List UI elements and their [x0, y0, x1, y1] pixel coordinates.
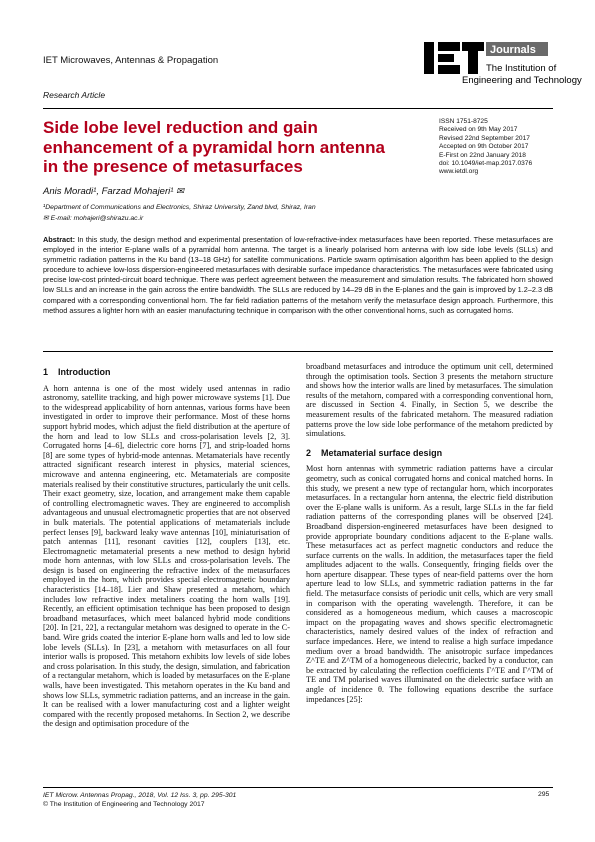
- section-title: Introduction: [58, 367, 111, 377]
- footer: [43, 791, 236, 809]
- page-number: 295: [538, 791, 550, 798]
- efirst-date: E-First on 22nd January 2018: [439, 151, 526, 159]
- revised-date: Revised 22nd September 2017: [439, 134, 530, 142]
- abstract-text: In this study, the design method and experimental presentation of low-refractive-index metasurfaces have been reported. These metasurfaces are employed in the interior E-plane walls of a pyramidal horn antenna. The target is a linearly polarised horn antenna with low side lobe levels (SLLs) and symmetric radiation patterns in the Ku band (13–18 GHz) for satellite communications. Particle swarm optimisation algorithm has been applied to the design procedure to achieve low-loss dispersion-engineered metasurfaces with desirable surface impedance characteristics. The metasurfaces were fabricated using precise low-cost printed-circuit board technique. There was perfect agreement between the measurement and simulation results. The fabricated horn showed low SLLs and an increase in the gain across the entire bandwidth. The SLLs are reduced by 14–29 dB in the E-planes and the gain is improved by 1.2–2.3 dB compared with a corresponding conventional horn. The far field radiation patterns of the metahorn verify the metasurface design approach. Furthermore, this method assures a lighter horn with an easier manufacturing technique in comparison with the other conventional horns, such as corrugated horns.: [43, 235, 554, 315]
- journal-name: IET Microwaves, Antennas & Propagation: [43, 55, 219, 66]
- introduction-text: A horn antenna is one of the most widely used antennas in radio astronomy, satellite tracking, and high power microwave systems [1]. Due to the widespread applicability of horn antennas, various forms have been investigated in order to improve their performance. Most of these horns support hybrid modes, which adjust the field distribution at the aperture of the horn and lead to low SLLs and cross-polarisation levels [2, 3]. Corrugated horns [4–6], dielectric core horns [7], and strip-loaded horns [8] are some types of hybrid-mode antennas. Metamaterials have recently attracted significant research interest in physics, material sciences, microwave and antenna engineering, etc. Metamaterials are composite materials realised by their constitutive structures, particularly the unit cells. Their exact geometry, size, location, and arrangement make them capable of controlling electromagnetic waves. They are engineered to accomplish advantageous and unusual electromagnetic properties that are not observed in bulk materials. The potential applications of metamaterials include perfect lenses [9], backward leaky wave antennas [10], miniaturisation of patch antennas [11], resonant cavities [12], couplers [13], etc. Electromagnetic metamaterial presents a new method to design hybrid mode horn antennas, with low SLLs and cross-polarisation levels. The design is based on engineering the refractive index of the metasurfaces employed in the horn, which provides special electromagnetic boundary characteristics [14–18]. Lier and Shaw presented a metahorn, which includes low refractive index metaliners coating the horn walls [19]. Recently, an efficient optimisation technique has been proposed to design broadband metasurfaces, which meet balanced hybrid mode conditions [20]. In [21, 22], a rectangular metahorn was designed to operate in the C-band. Wire grids coated the interior E-plane horn walls and led to low side lobe levels (SLLs). In [23], a metahorn with metasurfaces on all four interior walls is proposed. This metahorn exhibits low levels of side lobes and cross polarisation. In this study, the design, simulation, and fabrication of a rectangular metahorn, which is loaded by metasurfaces on the E-plane walls, have been investigated. This metahorn operates in the Ku band and shows low SLLs, symmetric radiation patterns, and an increase in the gain. It can be realised with a lower manufacturing cost and a lighter weight compared with the recently proposed metahorns. In Section 2, we describe the design and optimisation procedure of the: [43, 383, 290, 729]
- abstract: [43, 235, 553, 316]
- website-link[interactable]: www.ietdl.org: [439, 168, 479, 176]
- iet-logo-mark: [424, 42, 484, 74]
- article-title: Side lobe level reduction and gain enhancement of a pyramidal horn antenna in the presence of metasurfaces: [43, 118, 385, 176]
- article-type: Research Article: [43, 90, 106, 100]
- section-heading-introduction: [43, 368, 290, 378]
- iet-logo: [424, 40, 582, 100]
- header-rule: [43, 108, 553, 109]
- affiliation-block: [43, 202, 316, 224]
- footer-rule: [43, 787, 553, 788]
- left-column: [43, 368, 290, 729]
- logo-line1: The Institution of: [486, 63, 557, 74]
- logo-line2: Engineering and Technology: [462, 75, 582, 86]
- section-title: Metamaterial surface design: [321, 447, 443, 458]
- journals-badge-text: Journals: [490, 44, 536, 56]
- article-meta: [439, 118, 532, 177]
- authors: Anis Moradi¹, Farzad Mohajeri¹ ✉: [43, 186, 185, 197]
- accepted-date: Accepted on 9th October 2017: [439, 143, 529, 151]
- doi[interactable]: doi: 10.1049/iet-map.2017.0376: [439, 160, 533, 168]
- abstract-label: Abstract:: [43, 235, 76, 244]
- affiliation: ¹Department of Communications and Electronics, Shiraz University, Zand blvd, Shiraz, Iran: [43, 204, 316, 211]
- section-number: 2: [306, 447, 312, 458]
- footer-copyright: © The Institution of Engineering and Technology 2017: [43, 801, 205, 808]
- email[interactable]: ✉ E-mail: mohajeri@shirazu.ac.ir: [43, 215, 144, 222]
- right-column: [306, 362, 553, 704]
- section2-text: Most horn antennas with symmetric radiation patterns have a circular geometry, such as conical corrugated horns and conical matched horns. In this study, we present a new type of rectangular horn, which incorporates metasurfaces. In a rectangular horn antenna, the electric field distribution over the E-plane walls is uniform. As a result, large SLLs in the far field radiation patterns of the corresponding planes will be observed [24]. Broadband dispersion-engineered metasurfaces have been designed to provide appropriate boundary conditions adjacent to the E-plane walls. These metasurfaces act as perfect magnetic conductors and reduce the surface currents on the walls. In addition, the metasurfaces taper the field amplitudes adjacent to the walls. Consequently, fringing fields over the horn aperture disappear. These types of near-field patterns over the horn aperture lead to low SLLs, and symmetric radiation patterns in the far field. The metasurface consists of periodic unit cells, which are very small in comparison with the operating wavelength. Therefore, it can be considered as a homogeneous medium, which causes a macroscopic impact on the propagating waves and shows specific electromagnetic characteristics, namely desired values of the index of refraction and surface impedances. Here, we intend to realise a high surface impedance medium over a broad bandwidth. The anisotropic surface impedances Z^TE and Z^TM of a homogeneous dielectric, backed by a conductor, can be extracted by calculating the reflection coefficients Γ^TE and Γ^TM of TE and TM polarised waves illuminated on the dielectric surface with an angle of incidence θ. The following equations describe the surface impedances [25]:: [306, 464, 553, 704]
- section-heading-metamaterial: [306, 449, 553, 459]
- introduction-continued-text: broadband metasurfaces and introduce the optimum unit cell, determined through the optimisation tools. Section 3 presents the metahorn structure and shows how the interior walls are lined by metasurfaces. The simulation results of the metahorn, compared with a corresponding conventional horn, are discussed in Section 4. Finally, in Section 5, we describe the measurement results of the fabricated metahorn. The measured radiation patterns prove the low side lobe performance of the metahorn predicted by simulations.: [306, 362, 553, 439]
- footer-citation: IET Microw. Antennas Propag., 2018, Vol. 12 Iss. 3, pp. 295-301: [43, 792, 237, 799]
- issn: ISSN 1751-8725: [439, 118, 488, 125]
- received-date: Received on 9th May 2017: [439, 126, 518, 134]
- section-number: 1: [43, 367, 49, 377]
- abstract-rule: [43, 351, 553, 352]
